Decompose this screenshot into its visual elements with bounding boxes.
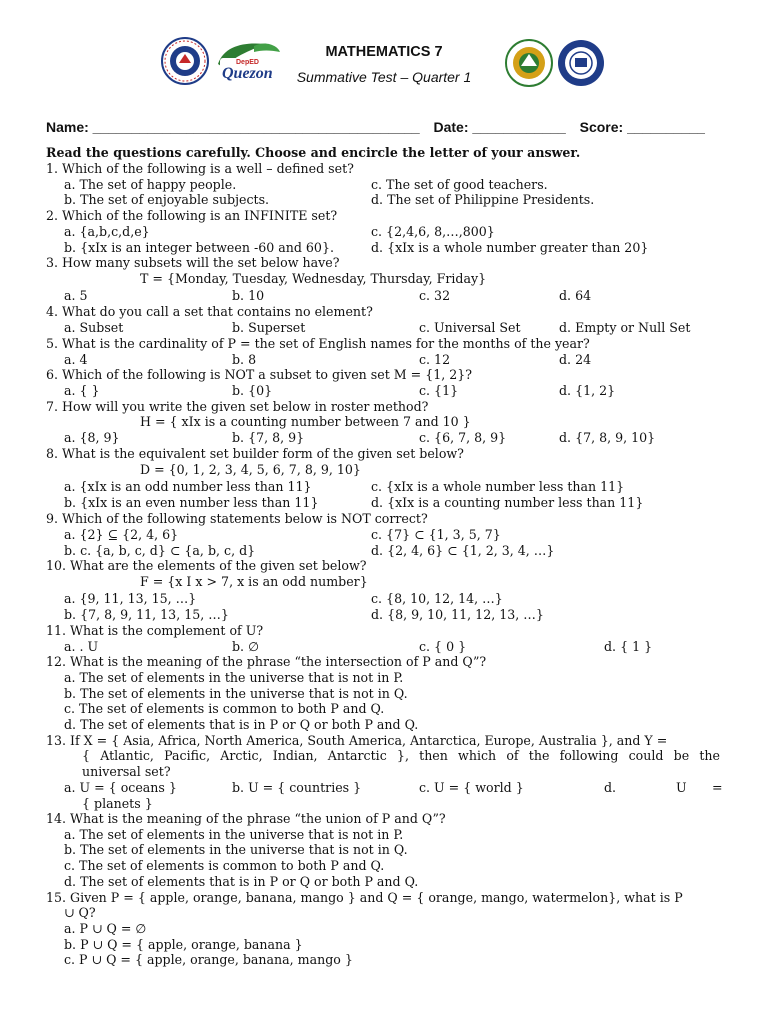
q5-option-c[interactable]: c. 12 [419,352,451,367]
q10-option-a[interactable]: a. {9, 11, 13, 15, …} [64,591,197,606]
q5-option-b[interactable]: b. 8 [232,352,257,367]
q2-option-b[interactable]: b. {xIx is an integer between -60 and 60}. [64,240,334,255]
q7-stem: 7. How will you write the given set below in roster method? [46,399,429,414]
q14-option-d[interactable]: d. The set of elements that is in P or Q or both P and Q. [64,874,419,889]
q3-option-b[interactable]: b. 10 [232,288,265,303]
q6-option-a[interactable]: a. { } [64,383,100,398]
q8-set: D = {0, 1, 2, 3, 4, 5, 6, 7, 8, 9, 10} [140,462,361,477]
q3-option-a[interactable]: a. 5 [64,288,88,303]
instructions: Read the questions carefully. Choose and encircle the letter of your answer. [46,145,581,160]
school-seal-logo [556,38,606,88]
q5-option-a[interactable]: a. 4 [64,352,88,367]
q10-stem: 10. What are the elements of the given set below? [46,558,367,573]
q7-option-a[interactable]: a. {8, 9} [64,430,120,445]
q11-option-a[interactable]: a. . U [64,639,99,654]
q15-stem-line2: ∪ Q? [64,905,96,920]
q11-option-c[interactable]: c. { 0 } [419,639,467,654]
q1-option-c[interactable]: c. The set of good teachers. [371,177,548,192]
division-seal-logo [504,38,554,88]
q5-option-d[interactable]: d. 24 [559,352,592,367]
q3-option-c[interactable]: c. 32 [419,288,451,303]
q1-option-a[interactable]: a. The set of happy people. [64,177,237,192]
q11-option-d[interactable]: d. { 1 } [604,639,653,654]
q13-stem-line1: 13. If X = { Asia, Africa, North America, South America, Antarctica, Europe, Australia }, and Y = [46,733,668,748]
q7-option-d[interactable]: d. {7, 8, 9, 10} [559,430,656,445]
q2-option-c[interactable]: c. {2,4,6, 8,…,800} [371,224,495,239]
q6-option-c[interactable]: c. {1} [419,383,459,398]
q1-option-d[interactable]: d. The set of Philippine Presidents. [371,192,595,207]
q13-stem-line2: { Atlantic, Pacific, Arctic, Indian, Antarctic }, then which of the following could be the [82,748,720,763]
q13-option-b[interactable]: b. U = { countries } [232,780,362,795]
q15-option-b[interactable]: b. P ∪ Q = { apple, orange, banana } [64,937,303,952]
student-info-line [46,119,705,135]
q13-stem-line3: universal set? [82,764,171,779]
q12-option-a[interactable]: a. The set of elements in the universe that is not in P. [64,670,404,685]
q3-stem: 3. How many subsets will the set below have? [46,255,340,270]
q8-option-b[interactable]: b. {xIx is an even number less than 11} [64,495,319,510]
q8-option-d[interactable]: d. {xIx is a counting number less than 11} [371,495,644,510]
q7-set: H = { xIx is a counting number between 7 and 10 } [140,414,471,429]
q2-stem: 2. Which of the following is an INFINITE set? [46,208,338,223]
page-title: MATHEMATICS 7 [325,44,443,60]
q4-option-a[interactable]: a. Subset [64,320,124,335]
q8-option-c[interactable]: c. {xIx is a whole number less than 11} [371,479,625,494]
q3-option-d[interactable]: d. 64 [559,288,592,303]
q12-option-c[interactable]: c. The set of elements is common to both P and Q. [64,701,385,716]
q12-option-d[interactable]: d. The set of elements that is in P or Q or both P and Q. [64,717,419,732]
q9-option-a[interactable]: a. {2} ⊆ {2, 4, 6} [64,527,179,542]
logo-small-text: DepED [236,59,259,66]
logo-quezon-text: Quezon [222,65,273,82]
page-subtitle: Summative Test – Quarter 1 [296,69,472,85]
q4-option-d[interactable]: d. Empty or Null Set [559,320,691,335]
q13-option-a[interactable]: a. U = { oceans } [64,780,177,795]
q11-option-b[interactable]: b. ∅ [232,639,260,654]
q3-set: T = {Monday, Tuesday, Wednesday, Thursday, Friday} [140,271,487,286]
q13-option-c[interactable]: c. U = { world } [419,780,524,795]
date-field[interactable]: Date: ____________ [433,119,566,135]
q8-option-a[interactable]: a. {xIx is an odd number less than 11} [64,479,312,494]
q14-option-c[interactable]: c. The set of elements is common to both P and Q. [64,858,385,873]
q6-stem: 6. Which of the following is NOT a subset to given set M = {1, 2}? [46,367,473,382]
q1-stem: 1. Which of the following is a well – defined set? [46,161,354,176]
q11-stem: 11. What is the complement of U? [46,623,264,638]
q2-option-a[interactable]: a. {a,b,c,d,e} [64,224,150,239]
q10-set: F = {x I x > 7, x is an odd number} [140,574,368,589]
q8-stem: 8. What is the equivalent set builder form of the given set below? [46,446,464,461]
q14-option-a[interactable]: a. The set of elements in the universe that is not in P. [64,827,404,842]
q5-stem: 5. What is the cardinality of P = the set of English names for the months of the year? [46,336,590,351]
q1-option-b[interactable]: b. The set of enjoyable subjects. [64,192,270,207]
q15-option-c[interactable]: c. P ∪ Q = { apple, orange, banana, mango } [64,952,353,967]
q7-option-b[interactable]: b. {7, 8, 9} [232,430,305,445]
q10-option-d[interactable]: d. {8, 9, 10, 11, 12, 13, …} [371,607,544,622]
q9-stem: 9. Which of the following statements below is NOT correct? [46,511,428,526]
q15-option-a[interactable]: a. P ∪ Q = ∅ [64,921,147,936]
q14-stem: 14. What is the meaning of the phrase “the union of P and Q”? [46,811,446,826]
q15-stem-line1: 15. Given P = { apple, orange, banana, mango } and Q = { orange, mango, watermelon}, what is P [46,890,683,905]
q4-stem: 4. What do you call a set that contains no element? [46,304,373,319]
q9-option-d[interactable]: d. {2, 4, 6} ⊂ {1, 2, 3, 4, …} [371,543,555,558]
q13-option-d-u: U [676,780,687,795]
q7-option-c[interactable]: c. {6, 7, 8, 9} [419,430,507,445]
q9-option-b[interactable]: b. c. {a, b, c, d} ⊂ {a, b, c, d} [64,543,256,558]
q2-option-d[interactable]: d. {xIx is a whole number greater than 20} [371,240,649,255]
q14-option-b[interactable]: b. The set of elements in the universe that is not in Q. [64,842,408,857]
q9-option-c[interactable]: c. {7} ⊂ {1, 3, 5, 7} [371,527,501,542]
q10-option-c[interactable]: c. {8, 10, 12, 14, …} [371,591,503,606]
q6-option-d[interactable]: d. {1, 2} [559,383,616,398]
score-field[interactable]: Score: __________ [579,119,705,135]
q12-stem: 12. What is the meaning of the phrase “the intersection of P and Q”? [46,654,487,669]
q10-option-b[interactable]: b. {7, 8, 9, 11, 13, 15, …} [64,607,229,622]
q4-option-c[interactable]: c. Universal Set [419,320,521,335]
name-field[interactable]: Name: __________________________________________ [46,119,420,135]
q13-option-d-equals: = [712,780,723,795]
q13-option-d[interactable]: d. [604,780,617,795]
q12-option-b[interactable]: b. The set of elements in the universe that is not in Q. [64,686,408,701]
q4-option-b[interactable]: b. Superset [232,320,306,335]
q6-option-b[interactable]: b. {0} [232,383,273,398]
q13-option-d-cont: { planets } [82,796,153,811]
